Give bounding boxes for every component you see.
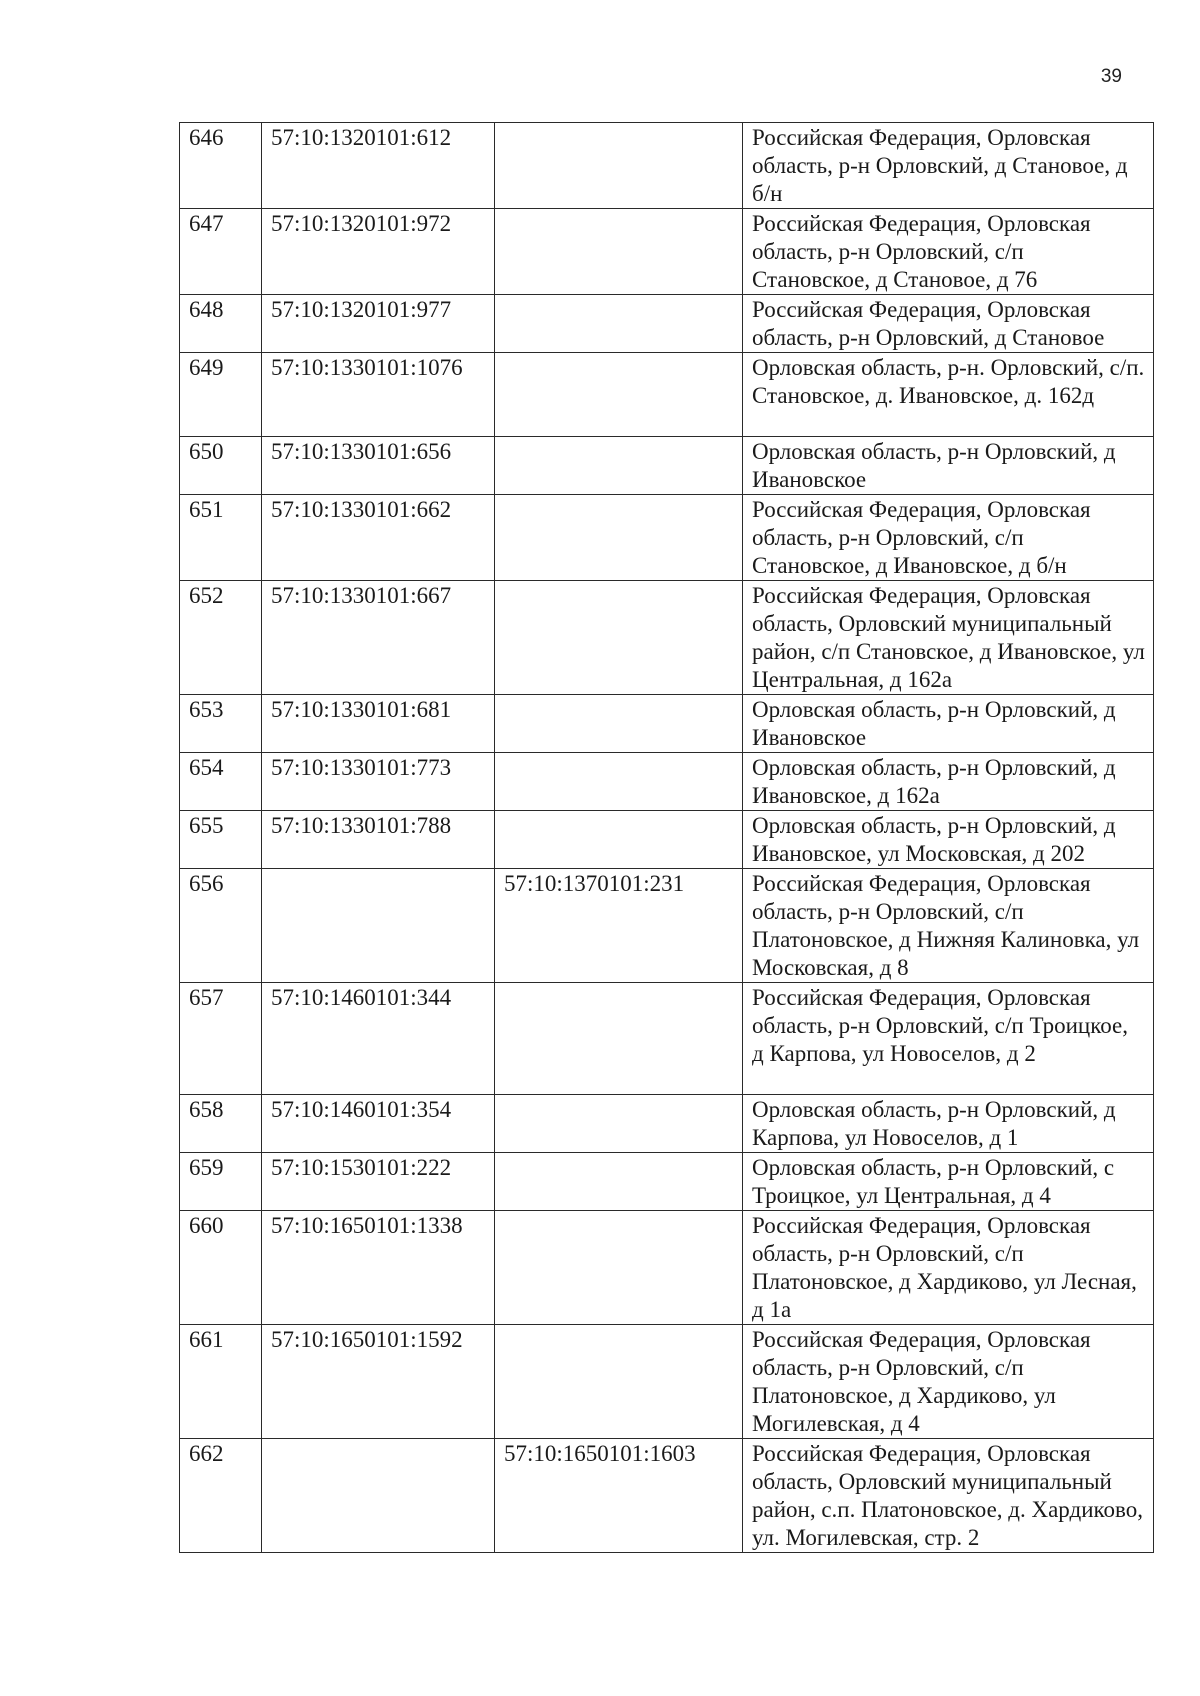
row-number-cell: 649	[180, 353, 262, 437]
address-cell: Российская Федерация, Орловская область, р-н Орловский, д Становое, д б/н	[743, 123, 1154, 209]
row-number-cell: 648	[180, 295, 262, 353]
cadastral-number-cell	[262, 869, 495, 983]
table-row	[180, 983, 1154, 1095]
row-number-cell: 653	[180, 695, 262, 753]
table-row	[180, 209, 1154, 295]
row-number-cell: 647	[180, 209, 262, 295]
cadastral-number-alt-cell	[495, 695, 743, 753]
row-number-cell: 661	[180, 1325, 262, 1439]
table-row	[180, 1153, 1154, 1211]
address-cell: Орловская область, р-н Орловский, д Ивановское, ул Московская, д 202	[743, 811, 1154, 869]
table-row	[180, 353, 1154, 437]
cadastral-number-alt-cell	[495, 1095, 743, 1153]
table-row	[180, 495, 1154, 581]
cadastral-number-cell: 57:10:1330101:1076	[262, 353, 495, 437]
cadastral-number-alt-cell	[495, 753, 743, 811]
cadastral-number-alt-cell: 57:10:1650101:1603	[495, 1439, 743, 1553]
address-cell: Российская Федерация, Орловская область, р-н Орловский, с/п Становское, д Ивановское, д б/н	[743, 495, 1154, 581]
address-cell: Орловская область, р-н Орловский, с Троицкое, ул Центральная, д 4	[743, 1153, 1154, 1211]
row-number-cell: 656	[180, 869, 262, 983]
table-row	[180, 437, 1154, 495]
cadastral-number-cell: 57:10:1320101:612	[262, 123, 495, 209]
row-number-cell: 650	[180, 437, 262, 495]
cadastral-number-cell: 57:10:1330101:662	[262, 495, 495, 581]
address-cell: Российская Федерация, Орловская область, р-н Орловский, д Становое	[743, 295, 1154, 353]
address-cell: Российская Федерация, Орловская область, Орловский муниципальный район, с.п. Платоновское, д. Хардиково, ул. Могилевская, стр. 2	[743, 1439, 1154, 1553]
table-row	[180, 753, 1154, 811]
table-row	[180, 1439, 1154, 1553]
row-number-cell: 655	[180, 811, 262, 869]
cadastral-number-alt-cell	[495, 353, 743, 437]
table-row	[180, 1211, 1154, 1325]
cadastral-number-alt-cell	[495, 1153, 743, 1211]
row-number-cell: 662	[180, 1439, 262, 1553]
cadastral-number-alt-cell	[495, 495, 743, 581]
cadastral-number-alt-cell	[495, 983, 743, 1095]
cadastral-number-cell: 57:10:1650101:1592	[262, 1325, 495, 1439]
row-number-cell: 659	[180, 1153, 262, 1211]
row-number-cell: 657	[180, 983, 262, 1095]
cadastral-number-alt-cell: 57:10:1370101:231	[495, 869, 743, 983]
cadastral-number-cell: 57:10:1330101:681	[262, 695, 495, 753]
address-cell: Российская Федерация, Орловская область, Орловский муниципальный район, с/п Становское, д Ивановское, ул Центральная, д 162а	[743, 581, 1154, 695]
cadastral-number-alt-cell	[495, 811, 743, 869]
registry-table	[179, 122, 1154, 1553]
cadastral-number-cell: 57:10:1330101:773	[262, 753, 495, 811]
cadastral-number-alt-cell	[495, 209, 743, 295]
table-row	[180, 869, 1154, 983]
cadastral-number-cell	[262, 1439, 495, 1553]
table-row	[180, 581, 1154, 695]
row-number-cell: 651	[180, 495, 262, 581]
cadastral-number-cell: 57:10:1460101:354	[262, 1095, 495, 1153]
row-number-cell: 658	[180, 1095, 262, 1153]
cadastral-number-cell: 57:10:1330101:667	[262, 581, 495, 695]
table-row	[180, 811, 1154, 869]
table-row	[180, 295, 1154, 353]
cadastral-number-alt-cell	[495, 1211, 743, 1325]
cadastral-number-alt-cell	[495, 437, 743, 495]
cadastral-number-cell: 57:10:1330101:788	[262, 811, 495, 869]
page-number: 39	[1100, 66, 1122, 87]
table-row	[180, 1325, 1154, 1439]
address-cell: Российская Федерация, Орловская область, р-н Орловский, с/п Платоновское, д Нижняя Калиновка, ул Московская, д 8	[743, 869, 1154, 983]
cadastral-number-cell: 57:10:1460101:344	[262, 983, 495, 1095]
address-cell: Российская Федерация, Орловская область, р-н Орловский, с/п Платоновское, д Хардиково, ул Могилевская, д 4	[743, 1325, 1154, 1439]
address-cell: Орловская область, р-н Орловский, д Карпова, ул Новоселов, д 1	[743, 1095, 1154, 1153]
registry-table-body	[180, 123, 1154, 1553]
cadastral-number-alt-cell	[495, 1325, 743, 1439]
address-cell: Орловская область, р-н Орловский, д Ивановское	[743, 695, 1154, 753]
address-cell: Российская Федерация, Орловская область, р-н Орловский, с/п Становское, д Становое, д 76	[743, 209, 1154, 295]
cadastral-number-cell: 57:10:1330101:656	[262, 437, 495, 495]
address-cell: Орловская область, р-н Орловский, д Ивановское	[743, 437, 1154, 495]
address-cell: Российская Федерация, Орловская область, р-н Орловский, с/п Платоновское, д Хардиково, ул Лесная, д 1а	[743, 1211, 1154, 1325]
address-cell: Орловская область, р-н Орловский, д Ивановское, д 162а	[743, 753, 1154, 811]
cadastral-number-cell: 57:10:1320101:972	[262, 209, 495, 295]
row-number-cell: 646	[180, 123, 262, 209]
address-cell: Российская Федерация, Орловская область, р-н Орловский, с/п Троицкое, д Карпова, ул Новоселов, д 2	[743, 983, 1154, 1095]
cadastral-number-alt-cell	[495, 581, 743, 695]
row-number-cell: 660	[180, 1211, 262, 1325]
row-number-cell: 654	[180, 753, 262, 811]
table-row	[180, 1095, 1154, 1153]
cadastral-number-alt-cell	[495, 295, 743, 353]
table-row	[180, 123, 1154, 209]
cadastral-number-cell: 57:10:1320101:977	[262, 295, 495, 353]
cadastral-number-alt-cell	[495, 123, 743, 209]
cadastral-number-cell: 57:10:1530101:222	[262, 1153, 495, 1211]
address-cell: Орловская область, р-н. Орловский, с/п. Становское, д. Ивановское, д. 162д	[743, 353, 1154, 437]
table-row	[180, 695, 1154, 753]
cadastral-number-cell: 57:10:1650101:1338	[262, 1211, 495, 1325]
row-number-cell: 652	[180, 581, 262, 695]
